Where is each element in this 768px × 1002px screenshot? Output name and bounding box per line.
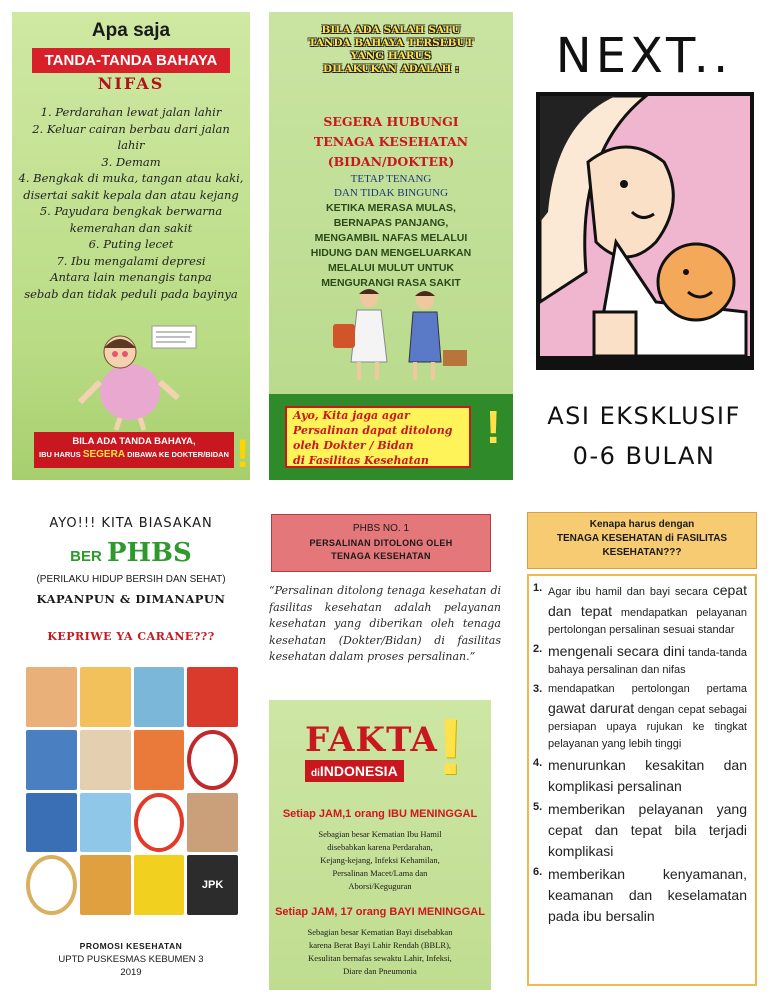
danger-signs-panel [12, 12, 250, 480]
faucet-icon [187, 667, 238, 727]
exclamation-icon: ! [437, 702, 464, 791]
no-smoking-icon [26, 855, 77, 915]
mother-baby-icon [187, 793, 238, 853]
handwashing-icon [80, 667, 131, 727]
list-item: sebab dan tidak peduli pada bayinya [24, 286, 238, 301]
list-item: 5. memberikan pelayanan yang cepat dan tepat bila terjadi komplikasi [533, 801, 747, 859]
fishbone-icon [80, 730, 131, 790]
list-item: 4. menurunkan kesakitan dan komplikasi persalinan [533, 757, 747, 794]
mother-death-description: Sebagian besar Kematian Ibu Hamil disebabkan karena Perdarahan, Kejang-kejang, Infeksi Kehamilan, Persalinan Macet/Lama dan Aborsi/Keguguran [318, 829, 442, 891]
sick-woman-illustration [60, 322, 200, 432]
phbs-no1-box: PHBS NO. 1 PERSALINAN DITOLONG OLEH TENAGA KESEHATAN [271, 514, 491, 572]
list-item: 3. Demam [101, 154, 161, 169]
reasons-list [533, 580, 747, 927]
no-entry-icon [187, 730, 238, 790]
warning-bar: BILA ADA TANDA BAHAYA, IBU HARUS SEGERA DIBAWA KE DOKTER/BIDAN [34, 432, 234, 468]
nifas-subtitle: NIFAS [97, 74, 165, 93]
action-panel [269, 12, 513, 480]
list-item: Antara lain menangis tanpa [50, 270, 212, 284]
nurse-icon [26, 667, 77, 727]
list-item: 6. Puting lecet [88, 237, 174, 251]
breathing-instructions: KETIKA MERASA MULAS, BERNAPAS PANJANG, MENGAMBIL NAFAS MELALUI HIDUNG DAN MENGELUARKAN MELALUI MULUT UNTUK MENGURANGI RASA SAKIT [310, 202, 472, 289]
family-icon [134, 855, 185, 915]
why-panel [527, 510, 759, 990]
child-icon [26, 793, 77, 853]
exclamation-icon: ! [485, 401, 501, 453]
list-item: 7. Ibu mengalami depresi [56, 253, 206, 268]
phbs-icon-grid [26, 667, 238, 915]
definition-quote: “Persalinan ditolong tenaga kesehatan di fasilitas kesehatan adalah pelayanan kesehatan yang diberikan oleh tenaga kesehatan (Dokter/Bidan) di fasilitas kesehatan dalam proses persalinan.” [269, 584, 501, 663]
phbs-panel [12, 510, 250, 990]
why-question-box: Kenapa harus dengan TENAGA KESEHATAN di FASILITAS KESEHATAN??? [527, 512, 757, 569]
list-item: 2. mengenali secara dini tanda-tanda bahaya persalinan dan nifas [533, 643, 747, 676]
list-item: 3. mendapatkan pertolongan pertama gawat darurat dengan cepat sebagai persiapan upaya rujukan ke tingkat pelayanan yang lebih tinggi [533, 683, 747, 750]
list-item: disertai sakit kepala dan atau kejang [23, 187, 239, 202]
breastfeeding-illustration [536, 92, 754, 370]
kepriwe-text: KEPRIWE YA CARANE??? [47, 630, 215, 643]
reasons-list-box [527, 574, 757, 986]
fakta-title: FAKTA [305, 720, 438, 760]
ayo-heading: AYO!!! KITA BIASAKAN [49, 516, 213, 531]
infant-death-description: Sebagian besar Kematian Bayi disebabkan karena Berat Bayi Lahir Rendah (BBLR), Kesulitan bernafas sewaktu Lahir, Infeksi, Diare dan Pneumonia [307, 927, 453, 976]
reminder-sign: Ayo, Kita jaga agar Persalinan dapat ditolong oleh Dokter / Bidan di Fasilitas Kesehatan [285, 406, 471, 468]
kapanpun-text: KAPANPUN & DIMANAPUN [36, 592, 226, 606]
jpk-label: JPK [201, 879, 224, 892]
list-item: 2. Keluar cairan berbau dari jalan lahir [32, 121, 230, 152]
nurses-illustration [329, 284, 469, 384]
asi-panel [528, 12, 760, 480]
infant-death-heading: Setiap JAM, 17 orang BAYI MENINGGAL [275, 906, 485, 918]
danger-signs-banner: TANDA-TANDA BAHAYA [32, 48, 230, 73]
fakta-box [269, 700, 491, 990]
list-item: kemerahan dan sakit [69, 220, 193, 235]
ber-phbs-heading: BER PHBS [70, 538, 192, 568]
scale-icon [134, 667, 185, 727]
reminder-band [269, 394, 513, 480]
list-item: 5. Payudara bengkak berwarna [39, 204, 223, 218]
action-heading: BILA ADA SALAH SATU TANDA BAHAYA TERSEBUT YANG HARUS DILAKUKAN ADALAH : [308, 24, 474, 75]
solar-icon [26, 730, 77, 790]
asi-exclusive-text: ASI EKSKLUSIF 0-6 BULAN [547, 402, 741, 470]
stay-calm-text: TETAP TENANG DAN TIDAK BINGUNG [333, 173, 449, 199]
mosquito-icon [80, 793, 131, 853]
list-item: 1. Agar ibu hamil dan bayi secara cepat dan tepat mendapatkan pelayanan pertolongan persalinan sesuai standar [533, 582, 747, 636]
panel1-title: Apa saja [91, 20, 171, 41]
phbs-expansion: (PERILAKU HIDUP BERSIH DAN SEHAT) [36, 574, 226, 585]
mother-death-heading: Setiap JAM,1 orang IBU MENINGGAL [282, 808, 478, 820]
footer: PROMOSI KESEHATAN UPTD PUSKESMAS KEBUMEN 3 2019 [58, 941, 204, 978]
next-title: NEXT.. [555, 28, 733, 84]
danger-signs-list [18, 104, 244, 302]
contact-health-worker-text: SEGERA HUBUNGI TENAGA KESEHATAN (BIDAN/DOKTER) [313, 114, 469, 169]
phbs-no1-panel [269, 510, 513, 990]
jpk-icon [187, 855, 238, 915]
house-icon [80, 855, 131, 915]
family-meal-icon [134, 730, 185, 790]
list-item: 4. Bengkak di muka, tangan atau kaki, [18, 171, 244, 185]
indonesia-banner: diINDONESIA [305, 760, 404, 782]
no-smoking-icon [134, 793, 185, 853]
list-item: 6. memberikan kenyamanan, keamanan dan keselamatan pada ibu bersalin [533, 866, 747, 924]
exclamation-icon: ! [236, 432, 250, 476]
list-item: 1. Perdarahan lewat jalan lahir [40, 105, 222, 119]
